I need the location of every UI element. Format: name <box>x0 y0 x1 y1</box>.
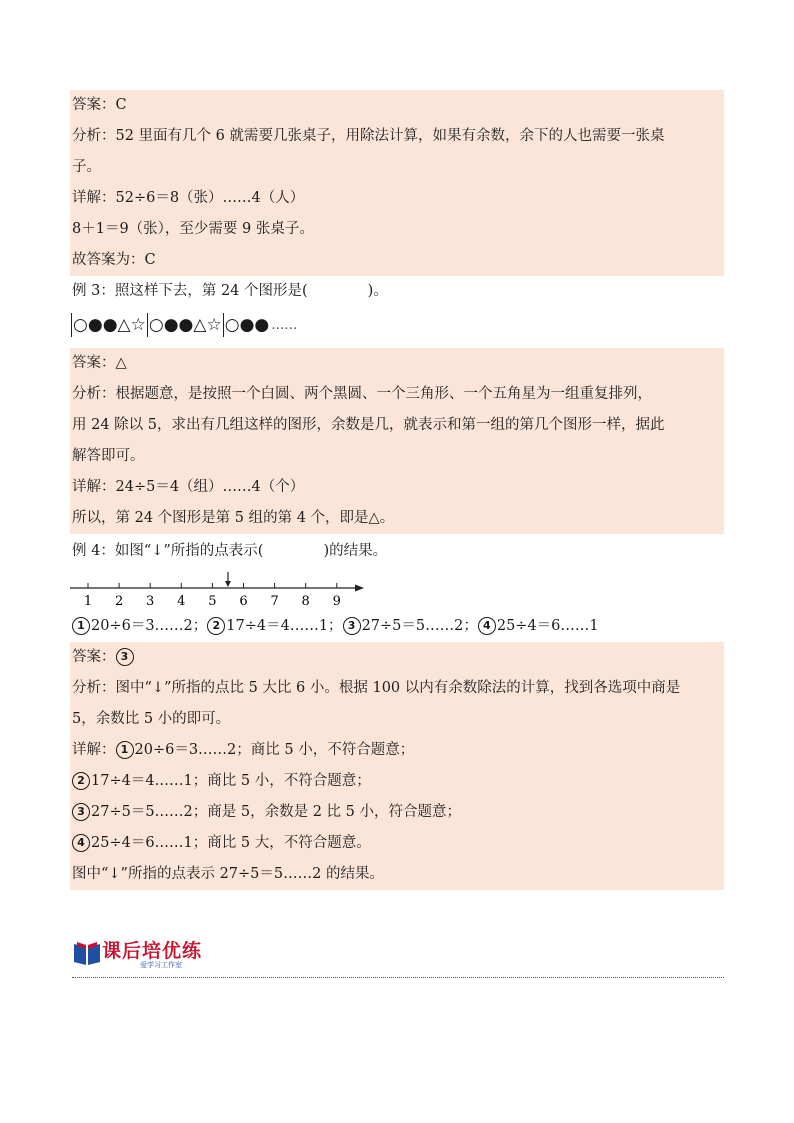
tick-label: 8 <box>301 594 310 609</box>
number-line <box>70 572 370 612</box>
tick-label: 4 <box>177 594 186 609</box>
shape: ● <box>163 315 179 335</box>
option-text: 17÷4＝4……1； <box>226 618 343 634</box>
shape: ☆ <box>130 315 146 335</box>
detail-mark: 2 <box>72 772 90 790</box>
detail-line <box>70 735 724 766</box>
text-line: 所以，第 24 个图形是第 5 组的第 4 个，即是△。 <box>72 510 395 526</box>
logo-subtitle: 爱学习工作室 <box>140 961 182 969</box>
text-line: 用 24 除以 5，求出有几组这样的图形，余数是几，就表示和第一组的第几个图形一样，据此 <box>72 417 665 433</box>
text-line: 详解：24÷5＝4（组）……4（个） <box>72 479 305 495</box>
shape-sequence <box>70 307 724 343</box>
text-line: 5，余数比 5 小的即可。 <box>72 711 231 727</box>
shape: △ <box>117 315 131 335</box>
answer-block-3 <box>70 642 724 890</box>
question-text <box>70 276 724 307</box>
detail-mark: 1 <box>116 741 134 759</box>
axis-arrowhead <box>355 585 364 592</box>
detail-line <box>70 797 724 828</box>
detail-text: 20÷6＝3……2；商比 5 小，不符合题意； <box>134 742 415 758</box>
tick-label: 3 <box>146 594 155 609</box>
answer-block-2 <box>70 348 724 534</box>
option-mark: 1 <box>72 617 90 635</box>
detail-mark: 4 <box>72 834 90 852</box>
detail-label: 详解： <box>72 742 116 758</box>
group-divider <box>223 313 224 337</box>
tick-label: 2 <box>114 594 124 609</box>
answer-mark: 3 <box>116 648 134 666</box>
example-4-options <box>70 611 724 642</box>
answer-block-1 <box>70 90 724 276</box>
options-row <box>70 611 724 642</box>
detail-line <box>70 828 724 859</box>
shape: ● <box>102 315 118 335</box>
shape: ● <box>254 315 270 335</box>
shape: ● <box>87 315 103 335</box>
section-logo <box>72 940 202 970</box>
logo-title: 课后培优练 <box>102 940 203 962</box>
option-text: 25÷4＝6……1 <box>496 618 599 634</box>
detail-text: 27÷5＝5……2；商是 5，余数是 2 比 5 小，符合题意； <box>91 804 461 820</box>
detail-text: 17÷4＝4……1；商比 5 小，不符合题意； <box>91 773 371 789</box>
group-divider <box>71 313 72 337</box>
option-text: 27÷5＝5……2； <box>361 618 478 634</box>
shape: ○ <box>224 315 240 335</box>
detail-mark: 3 <box>72 803 90 821</box>
group-divider <box>147 313 148 337</box>
option-mark: 4 <box>478 617 496 635</box>
tick-label: 1 <box>83 594 93 609</box>
text-line: 分析：图中“↓”所指的点比 5 大比 6 小。根据 100 以内有余数除法的计算，找到各选项中商是 <box>72 680 681 696</box>
pointer-arrow-head <box>225 581 231 587</box>
text-line: 详解：52÷6＝8（张）……4（人） <box>72 190 305 206</box>
shape: △ <box>193 315 207 335</box>
text-line: 答案：△ <box>72 355 127 371</box>
answer-line <box>70 642 724 673</box>
option-mark: 2 <box>207 617 225 635</box>
shape: ○ <box>73 315 88 335</box>
question-prefix: 例 4：如图“↓”所指的点表示( <box>72 543 264 559</box>
tick-label: 5 <box>208 594 217 609</box>
tick-label: 7 <box>270 594 279 609</box>
shape: ☆ <box>206 315 222 335</box>
answer-label: 答案： <box>72 649 116 665</box>
shape: ● <box>239 315 255 335</box>
text-line: 8＋1＝9（张），至少需要 9 张桌子。 <box>72 221 314 237</box>
detail-line <box>70 766 724 797</box>
tick-label: 6 <box>239 594 248 609</box>
conclusion-line: 图中“↓”所指的点表示 27÷5＝5……2 的结果。 <box>72 866 384 882</box>
dotted-divider <box>72 977 724 978</box>
book-icon <box>72 940 102 966</box>
text-line: 答案：C <box>72 97 127 113</box>
ellipsis: …… <box>271 317 298 333</box>
text-line: 分析：52 里面有几个 6 就需要几张桌子，用除法计算，如果有余数，余下的人也需要一张桌 <box>72 128 665 144</box>
example-3 <box>70 276 724 343</box>
option-mark: 3 <box>343 617 361 635</box>
text-line: 分析：根据题意，是按照一个白圆、两个黑圆、一个三角形、一个五角星为一组重复排列， <box>72 386 652 402</box>
tick-label: 9 <box>332 594 341 609</box>
text-line: 子。 <box>72 159 101 175</box>
shape: ● <box>178 315 194 335</box>
question-suffix: )。 <box>367 283 388 299</box>
option-text: 20÷6＝3……2； <box>91 618 208 634</box>
example-4 <box>70 536 724 567</box>
text-line: 故答案为：C <box>72 252 156 268</box>
text-line: 解答即可。 <box>72 448 145 464</box>
question-text <box>70 536 724 567</box>
shape: ○ <box>148 315 164 335</box>
question-prefix: 例 3：照这样下去，第 24 个图形是( <box>72 283 308 299</box>
detail-text: 25÷4＝6……1；商比 5 大，不符合题意。 <box>91 835 371 851</box>
question-suffix: )的结果。 <box>323 543 388 559</box>
logo-text-group <box>102 940 202 970</box>
